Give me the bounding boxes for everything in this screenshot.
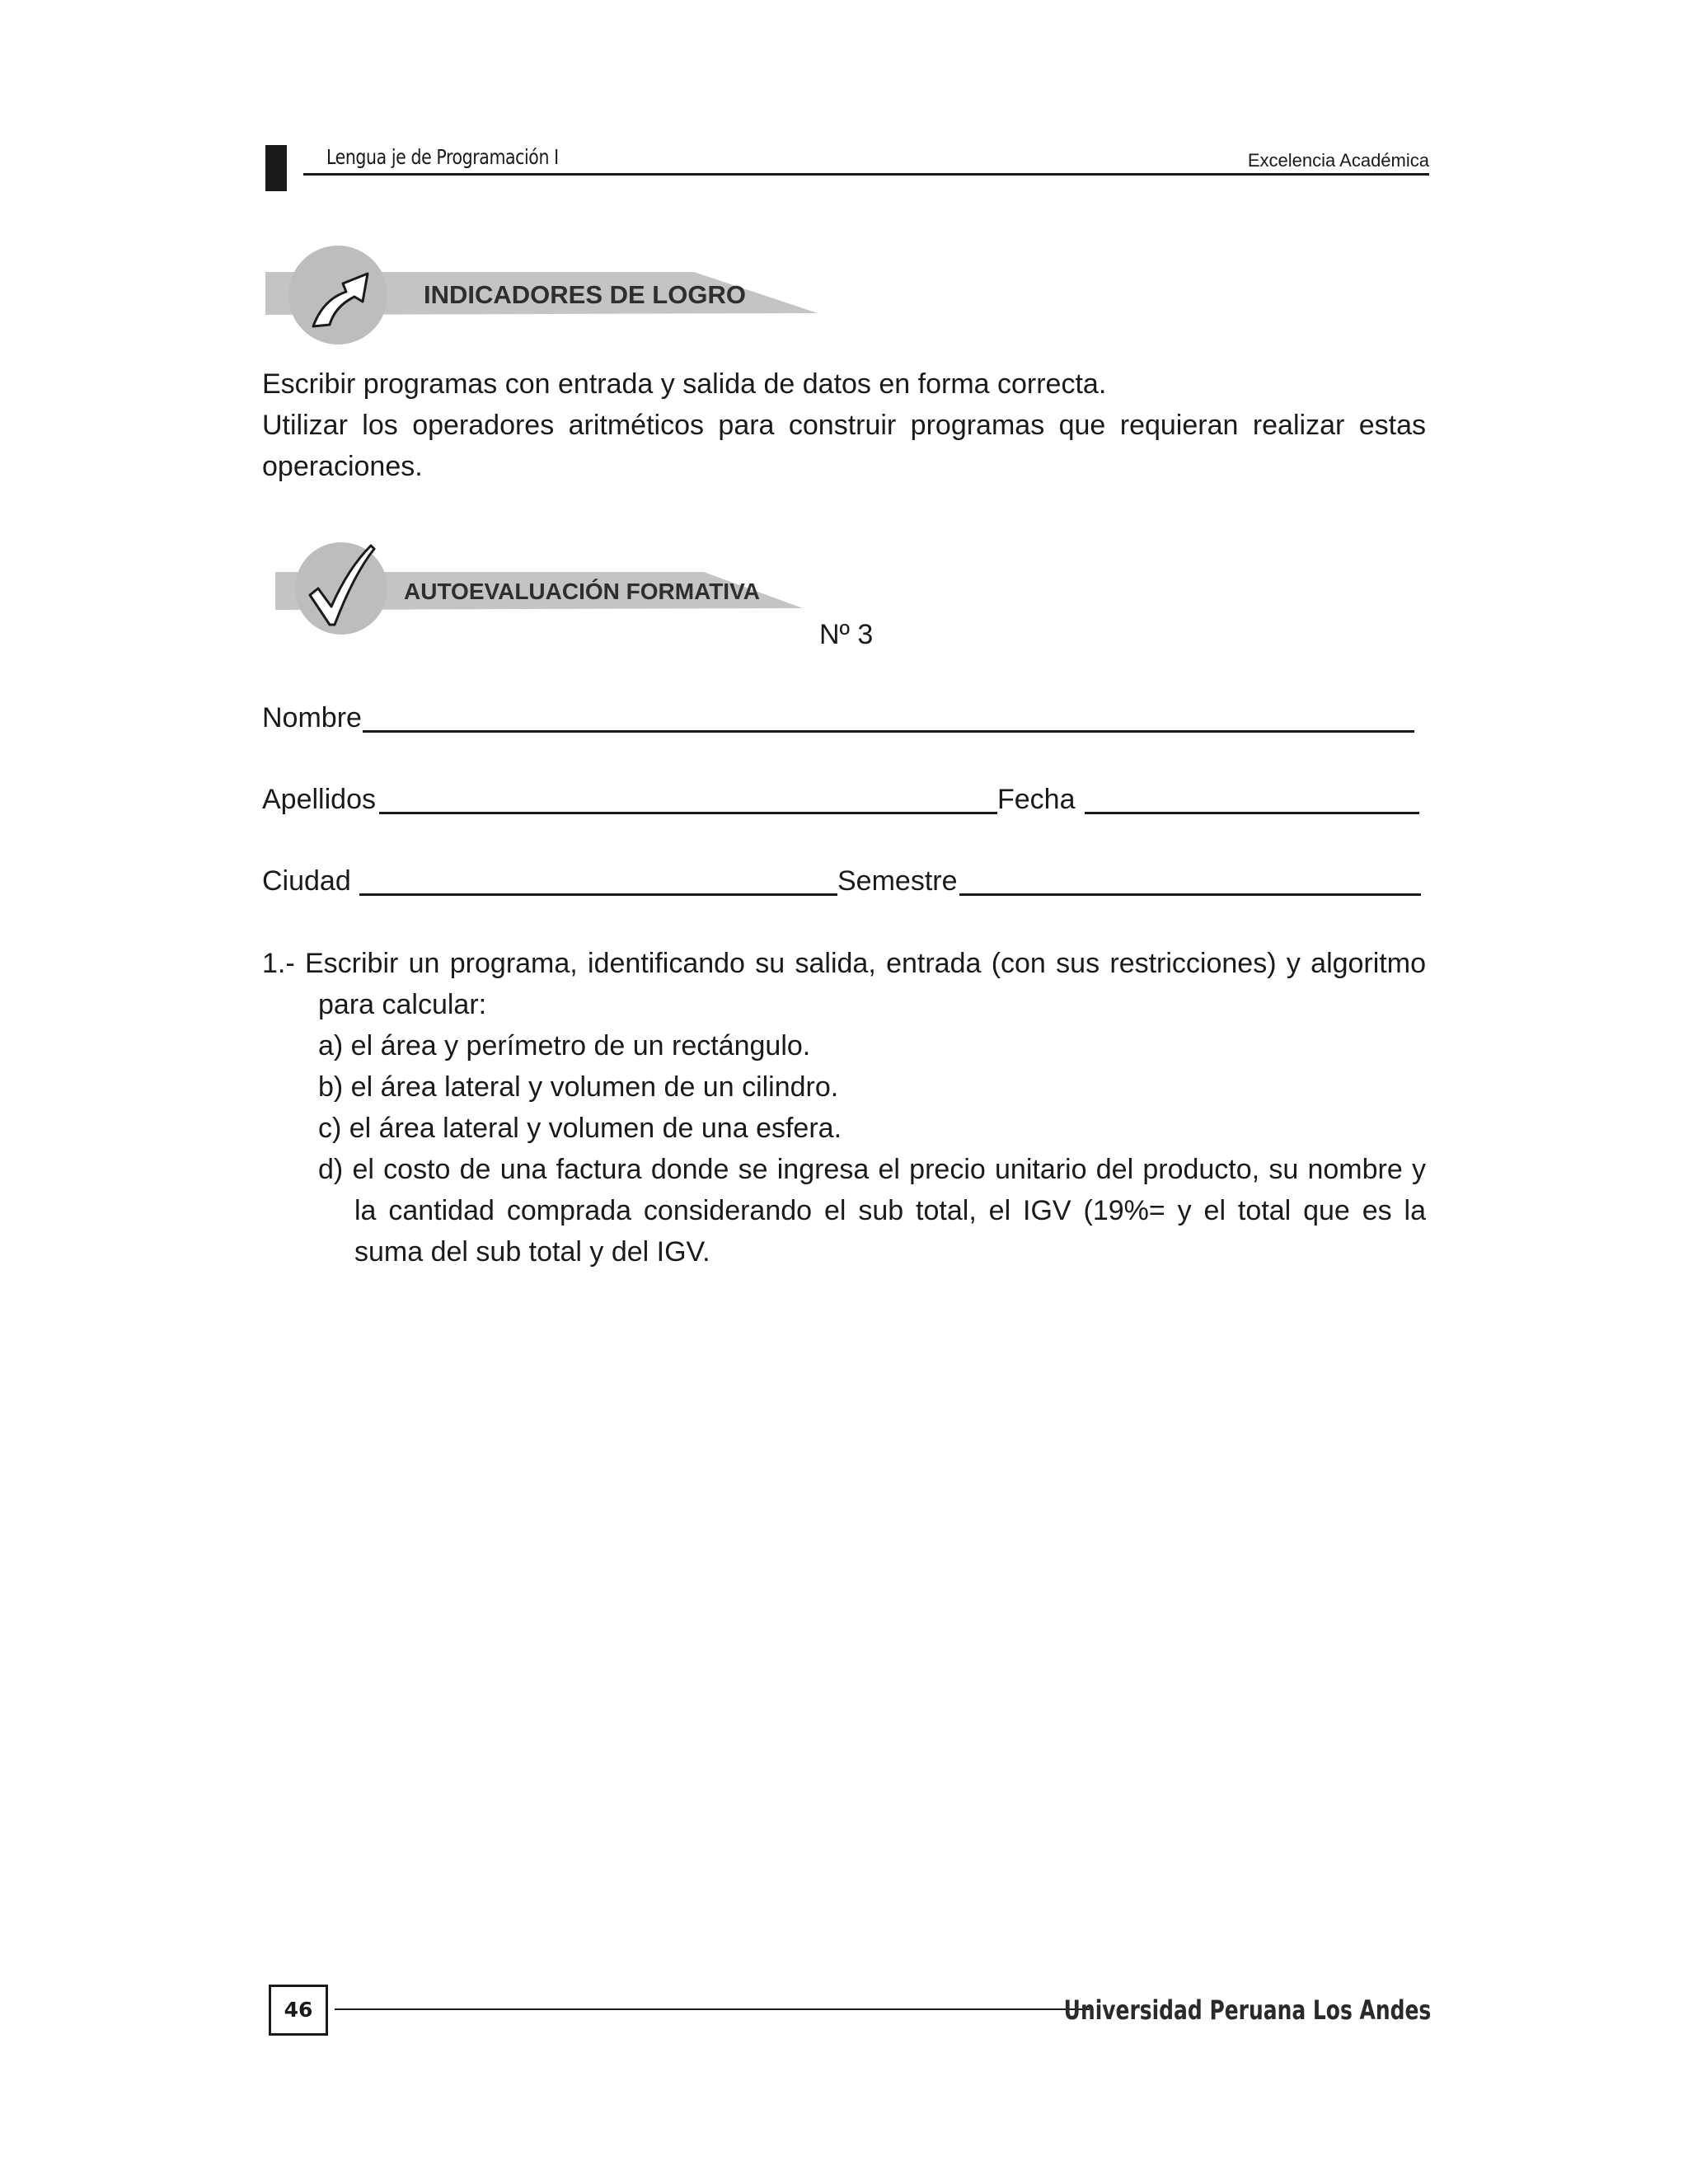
header-tagline: Excelencia Académica — [1247, 150, 1429, 171]
autoeval-label: AUTOEVALUACIÓN FORMATIVA — [404, 579, 760, 604]
question-item-a: a) el área y perímetro de un rectángulo. — [318, 1030, 811, 1062]
question-item-b: b) el área lateral y volumen de un cilindro. — [318, 1071, 839, 1103]
indicadores-label: INDICADORES DE LOGRO — [424, 280, 746, 309]
apellidos-label: Apellidos — [262, 784, 376, 815]
fecha-label: Fecha — [997, 784, 1076, 815]
course-title: Lengua je de Programación I — [326, 145, 559, 169]
apellidos-field[interactable] — [379, 812, 997, 814]
semestre-label: Semestre — [837, 865, 958, 897]
semestre-field[interactable] — [959, 893, 1421, 896]
university-name: Universidad Peruana Los Andes — [1063, 1994, 1431, 2026]
question-1-line-2: para calcular: — [318, 989, 487, 1020]
question-item-c: c) el área lateral y volumen de una esfera. — [318, 1113, 842, 1144]
ciudad-field[interactable] — [359, 893, 837, 896]
footer-rule — [335, 2008, 1090, 2010]
question-item-d-line-1: d) el costo de una factura donde se ingresa el precio unitario del producto, su nombre y — [318, 1154, 1426, 1185]
ciudad-label: Ciudad — [262, 865, 351, 897]
arrow-up-icon — [298, 251, 381, 337]
header-marker — [265, 145, 287, 191]
question-1-line-1: 1.- Escribir un programa, identificando su salida, entrada (con sus restricciones) y algoritmo — [262, 948, 1426, 979]
indicadores-line-3: operaciones. — [262, 451, 423, 482]
indicadores-line-1: Escribir programas con entrada y salida de datos en forma correcta. — [262, 368, 1107, 400]
autoeval-banner — [275, 537, 811, 636]
page-number: 46 — [269, 1985, 328, 2036]
question-item-d-line-3: suma del sub total y del IGV. — [354, 1236, 710, 1268]
checkmark-icon — [305, 544, 387, 630]
indicadores-line-2: Utilizar los operadores aritméticos para construir programas que requieran realizar estas — [262, 410, 1426, 441]
autoeval-number: Nº 3 — [819, 619, 874, 650]
question-item-d-line-2: la cantidad comprada considerando el sub total, el IGV (19%= y el total que es la — [354, 1195, 1426, 1226]
nombre-field[interactable] — [363, 730, 1414, 733]
indicadores-banner — [265, 244, 826, 346]
fecha-field[interactable] — [1085, 812, 1419, 814]
nombre-label: Nombre — [262, 702, 362, 733]
header-rule — [303, 173, 1429, 176]
